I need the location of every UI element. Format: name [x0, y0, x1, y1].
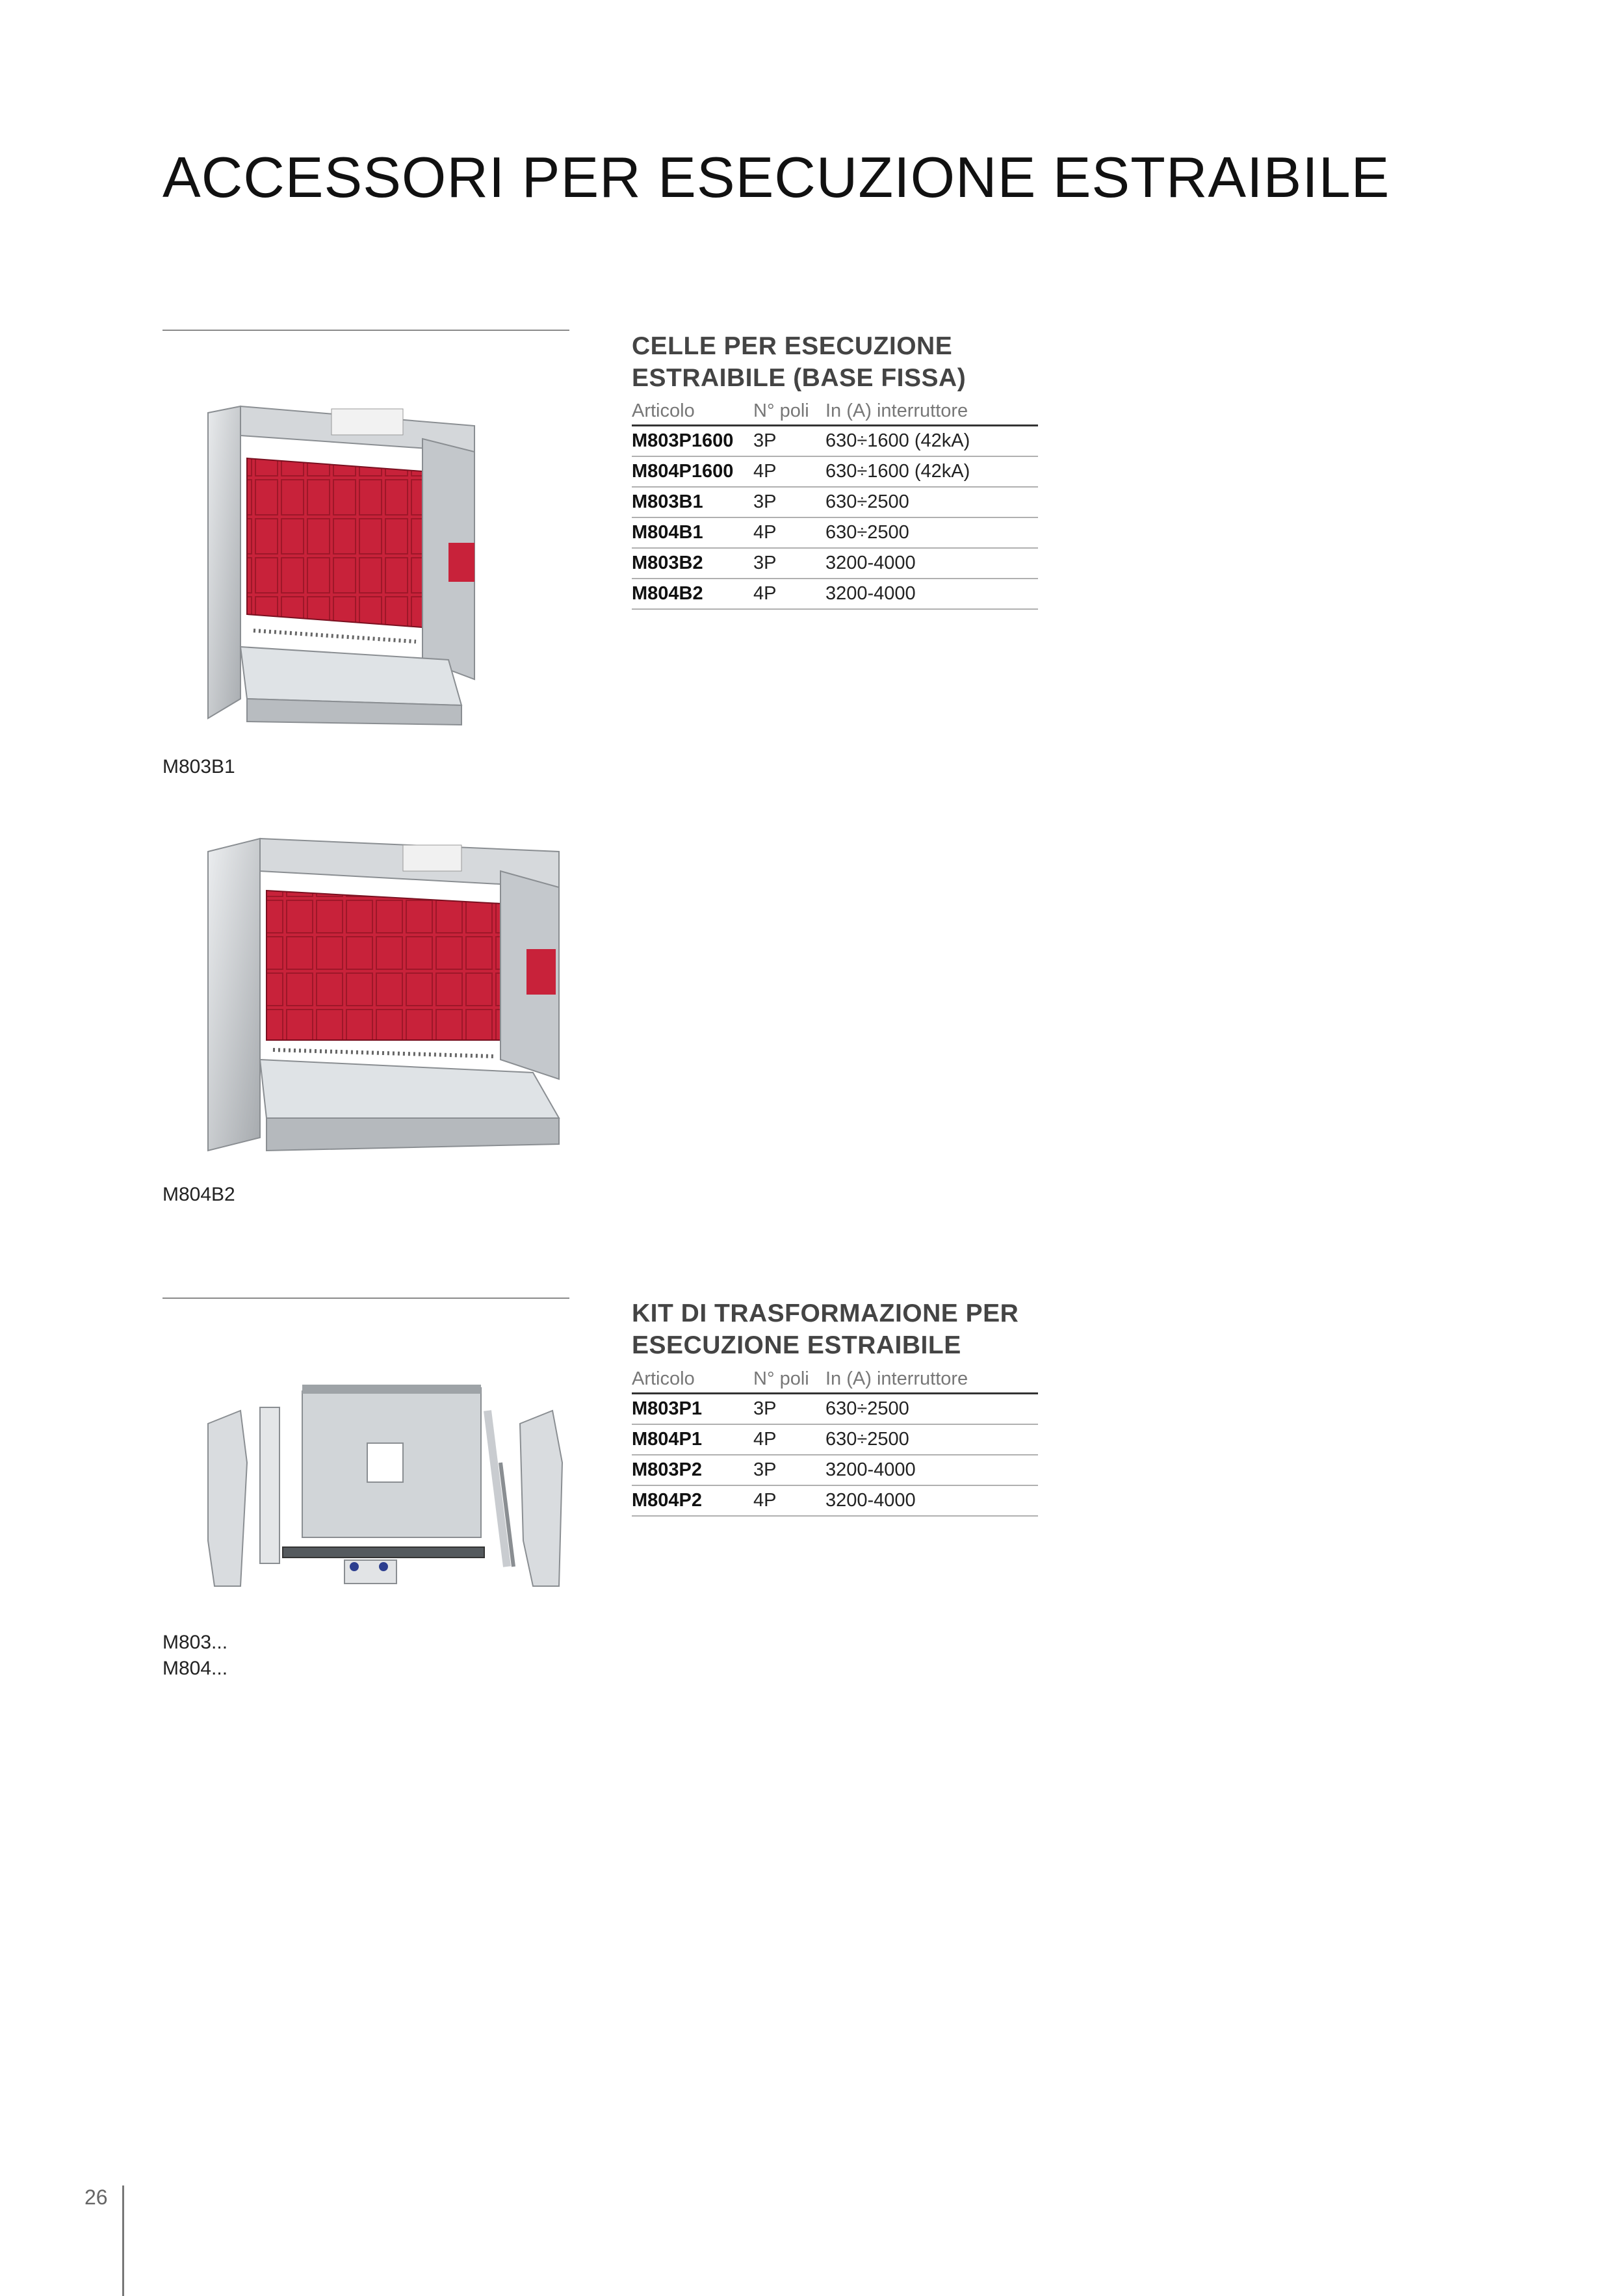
withdrawable-cell-4p-photo	[195, 826, 585, 1164]
table-header-row	[632, 1366, 1038, 1394]
poles: 4P	[753, 456, 825, 487]
current-rating: 630÷2500	[825, 1424, 1038, 1455]
article-code: M803P1600	[632, 426, 753, 457]
spec-table	[632, 398, 1038, 610]
table-row	[632, 426, 1038, 457]
section-divider	[162, 330, 569, 331]
current-rating: 3200-4000	[825, 1455, 1038, 1485]
page-title: ACCESSORI PER ESECUZIONE ESTRAIBILE	[162, 145, 1390, 209]
image-caption	[162, 1630, 227, 1682]
page-number: 26	[84, 2185, 108, 2209]
article-code: M804P1600	[632, 456, 753, 487]
table-row	[632, 1485, 1038, 1516]
withdrawable-cell-3p-photo	[201, 400, 500, 731]
current-rating: 3200-4000	[825, 548, 1038, 579]
section-title-line: KIT DI TRASFORMAZIONE PER	[632, 1299, 1019, 1327]
poles: 4P	[753, 1485, 825, 1516]
current-rating: 3200-4000	[825, 1485, 1038, 1516]
table-row	[632, 548, 1038, 579]
poles: 4P	[753, 517, 825, 548]
page-number-bar	[122, 2185, 124, 2296]
current-rating: 630÷2500	[825, 1394, 1038, 1425]
table-row	[632, 517, 1038, 548]
column-header: N° poli	[753, 398, 825, 426]
section-title	[632, 330, 966, 394]
column-header: N° poli	[753, 1366, 825, 1394]
poles: 3P	[753, 426, 825, 457]
article-code: M804B1	[632, 517, 753, 548]
table-row	[632, 1424, 1038, 1455]
current-rating: 630÷1600 (42kA)	[825, 426, 1038, 457]
table-row	[632, 1455, 1038, 1485]
table-row	[632, 456, 1038, 487]
poles: 4P	[753, 579, 825, 609]
current-rating: 630÷2500	[825, 517, 1038, 548]
article-code: M804P1	[632, 1424, 753, 1455]
table-row	[632, 579, 1038, 609]
article-code: M804P2	[632, 1485, 753, 1516]
caption-line: M804...	[162, 1658, 228, 1679]
article-code: M803P1	[632, 1394, 753, 1425]
column-header: In (A) interruttore	[825, 1366, 1038, 1394]
column-header: Articolo	[632, 398, 753, 426]
current-rating: 3200-4000	[825, 579, 1038, 609]
caption-line: M803...	[162, 1632, 228, 1653]
article-code: M803P2	[632, 1455, 753, 1485]
spec-table	[632, 1366, 1038, 1517]
column-header: Articolo	[632, 1366, 753, 1394]
section-title	[632, 1298, 1019, 1361]
poles: 3P	[753, 1394, 825, 1425]
image-caption: M803B1	[162, 756, 235, 777]
current-rating: 630÷1600 (42kA)	[825, 456, 1038, 487]
poles: 3P	[753, 1455, 825, 1485]
poles: 4P	[753, 1424, 825, 1455]
current-rating: 630÷2500	[825, 487, 1038, 517]
table-row	[632, 1394, 1038, 1425]
article-code: M804B2	[632, 579, 753, 609]
section-title-line: CELLE PER ESECUZIONE	[632, 332, 953, 360]
section-divider	[162, 1298, 569, 1299]
article-code: M803B2	[632, 548, 753, 579]
poles: 3P	[753, 487, 825, 517]
table-header-row	[632, 398, 1038, 426]
section-title-line: ESTRAIBILE (BASE FISSA)	[632, 364, 967, 392]
article-code: M803B1	[632, 487, 753, 517]
section-title-line: ESECUZIONE ESTRAIBILE	[632, 1331, 961, 1359]
table-row	[632, 487, 1038, 517]
column-header: In (A) interruttore	[825, 398, 1038, 426]
transformation-kit-photo	[195, 1372, 572, 1599]
poles: 3P	[753, 548, 825, 579]
image-caption: M804B2	[162, 1184, 235, 1205]
